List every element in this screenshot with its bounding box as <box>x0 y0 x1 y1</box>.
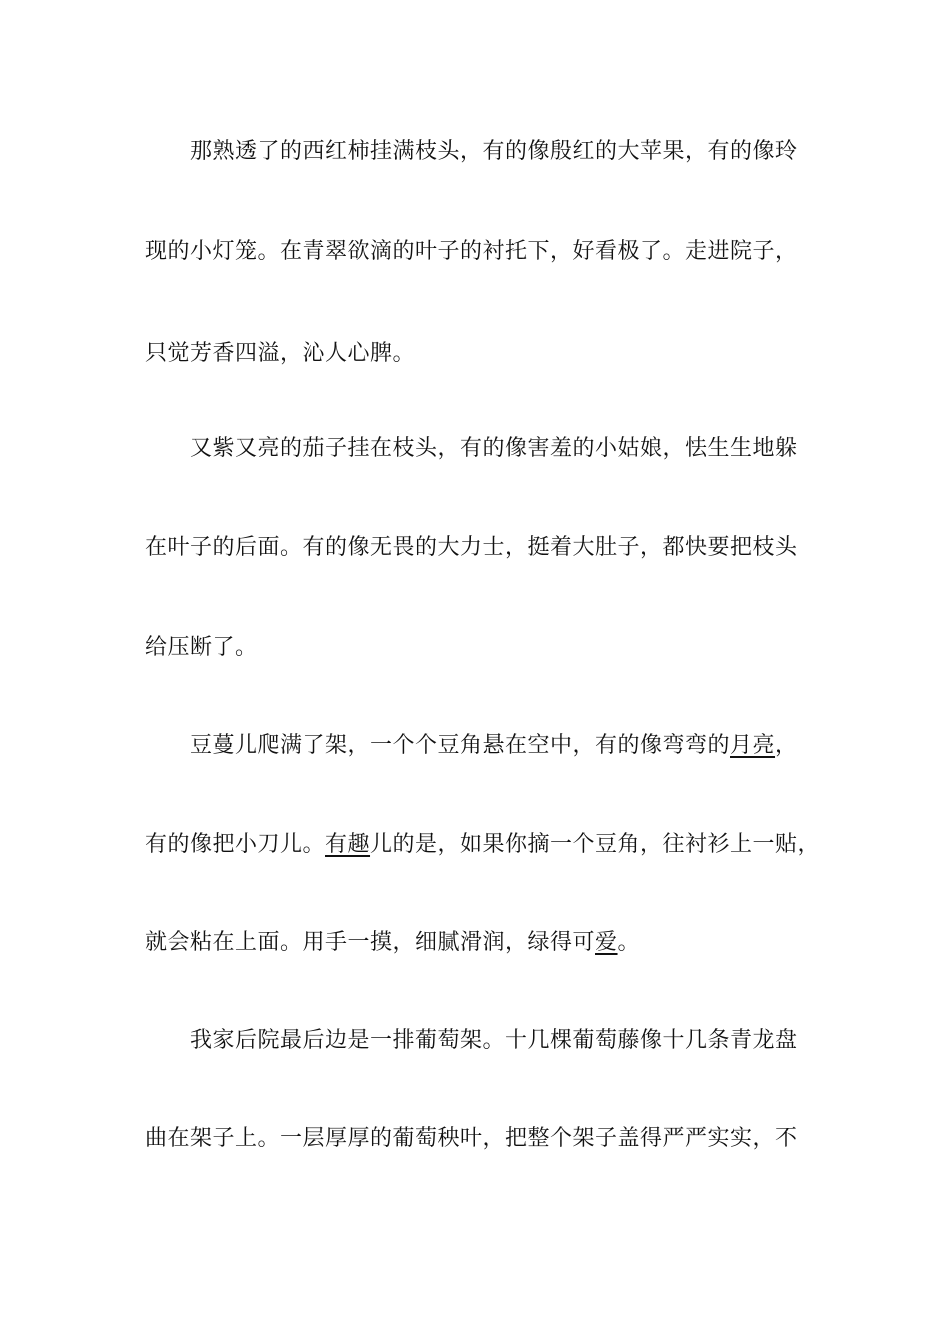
text-line: 又紫又亮的茄子挂在枝头，有的像害羞的小姑娘，怯生生地躲 <box>190 436 798 461</box>
text-segment: 有的像把小刀儿。 <box>145 832 326 857</box>
text-line <box>145 928 640 958</box>
text-line: 那熟透了的西红柿挂满枝头，有的像殷红的大苹果，有的像玲 <box>190 139 798 164</box>
text-line: 现的小灯笼。在青翠欲滴的叶子的衬托下，好看极了。走进院子， <box>145 239 798 264</box>
text-line <box>145 830 820 860</box>
underlined-word: 爱 <box>595 930 618 955</box>
text-segment: 豆蔓儿爬满了架，一个个豆角悬在空中，有的像弯弯的 <box>190 733 731 758</box>
text-line: 我家后院最后边是一排葡萄架。十几棵葡萄藤像十几条青龙盘 <box>190 1028 798 1053</box>
text-segment: 就会粘在上面。用手一摸，细腻滑润，绿得可 <box>145 930 596 955</box>
text-line: 只觉芳香四溢，沁人心脾。 <box>145 341 416 366</box>
underlined-word: 有趣 <box>325 832 371 857</box>
text-segment: ， <box>775 733 798 758</box>
text-line <box>190 731 798 761</box>
text-line: 曲在架子上。一层厚厚的葡萄秧叶，把整个架子盖得严严实实，不 <box>145 1126 798 1151</box>
text-line: 在叶子的后面。有的像无畏的大力士，挺着大肚子，都快要把枝头 <box>145 535 798 560</box>
text-line: 给压断了。 <box>145 635 258 660</box>
text-segment: 儿的是，如果你摘一个豆角，往衬衫上一贴， <box>370 832 821 857</box>
text-segment: 。 <box>617 930 641 955</box>
underlined-word: 月亮 <box>730 733 776 758</box>
